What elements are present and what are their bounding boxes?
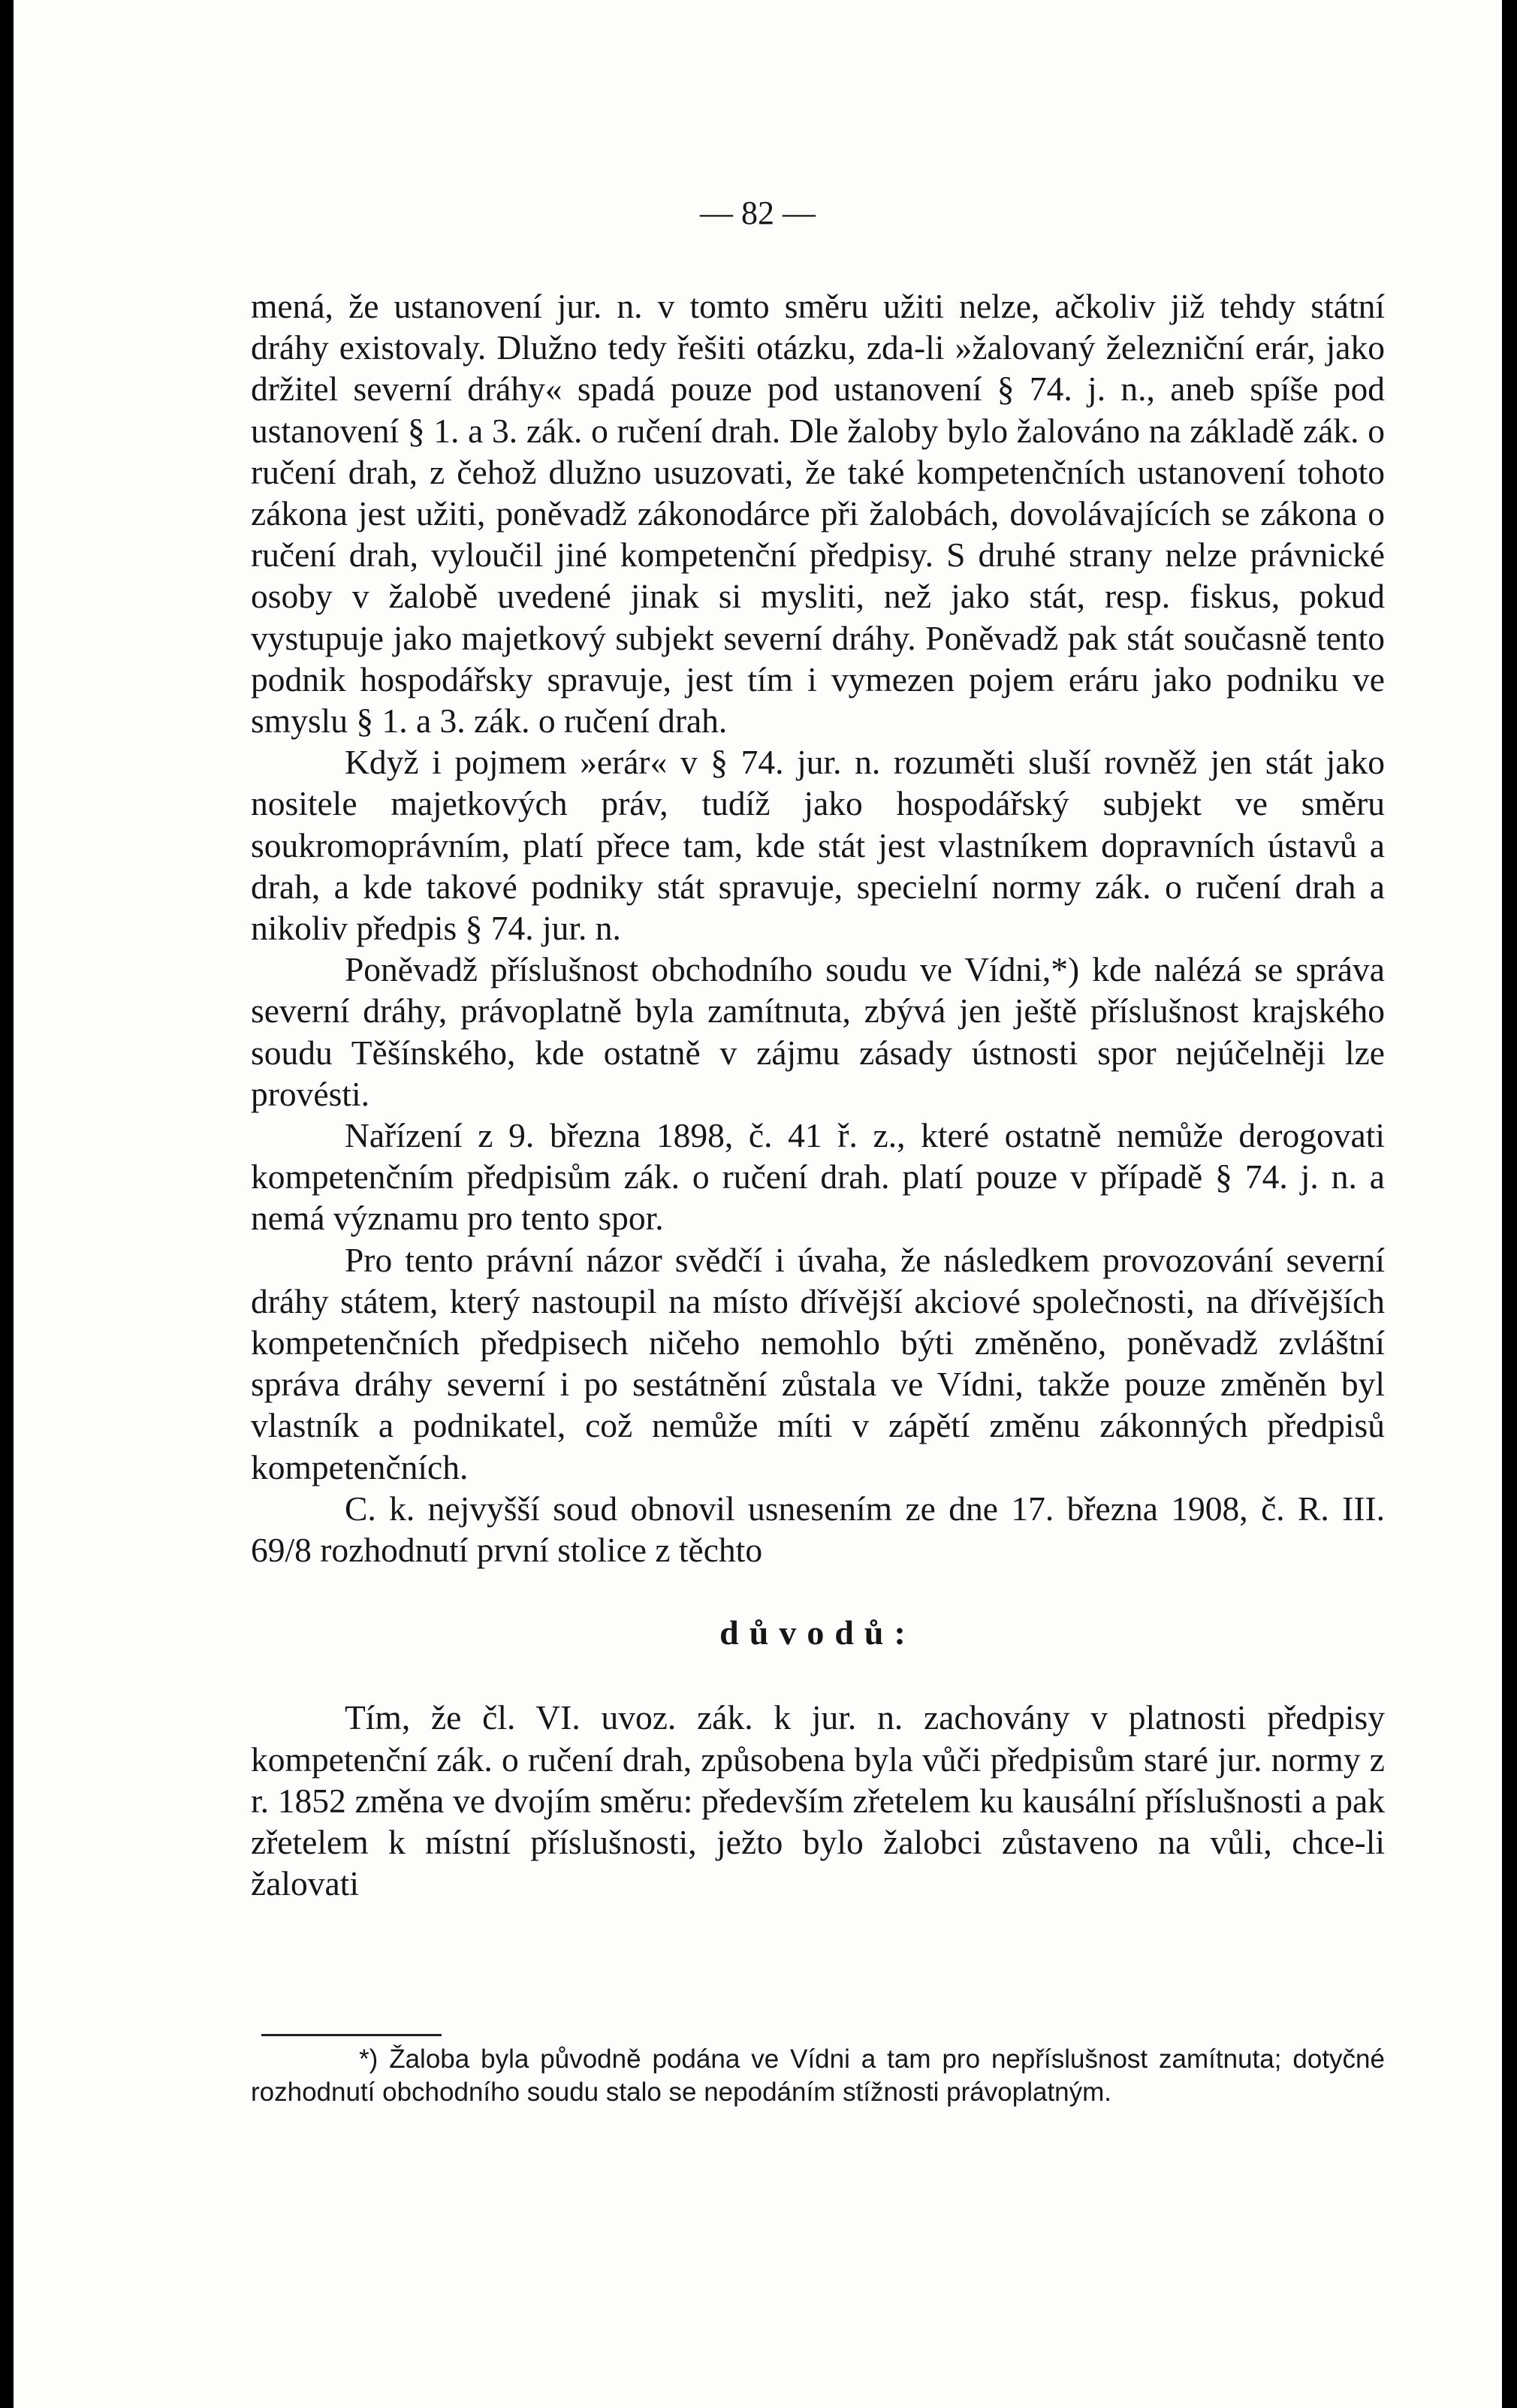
page-body: [251, 285, 1385, 1904]
paragraph-3: Poněvadž příslušnost obchodního soudu ve Vídni,*) kde nalézá se správa severní dráhy, právoplatně byla zamítnuta, zbývá jen ještě příslušnost krajského soudu Těšínského, kde ostatně v zájmu zásady ústnosti spor nejúčelněji lze provésti.: [251, 950, 1385, 1113]
page-number: — 82 —: [700, 195, 816, 231]
paragraph-2: Když i pojmem »erár« v § 74. jur. n. rozuměti sluší rovněž jen stát jako nositele majetkových práv, tudíž jako hospodářský subjekt ve směru soukromoprávním, platí přece tam, kde stát jest vlastníkem dopravních ústavů a drah, a kde takové podniky stát spravuje, specielní normy zák. o ručení drah a nikoliv předpis § 74. jur. n.: [251, 743, 1385, 948]
footnote-text: *) Žaloba byla původně podána ve Vídni a tam pro nepříslušnost zamítnuta; dotyčné rozhodnutí obchodního soudu stalo se nepodáním stížnosti právoplatným.: [251, 2044, 1385, 2107]
footnote-divider: [261, 2034, 442, 2036]
book-page: [14, 0, 1502, 2408]
section-heading: důvodů:: [719, 1613, 916, 1652]
paragraph-6: C. k. nejvyšší soud obnovil usnesením ze dne 17. března 1908, č. R. III. 69/8 rozhodnutí první stolice z těchto: [251, 1489, 1385, 1570]
paragraph-1: mená, že ustanovení jur. n. v tomto směru užiti nelze, ačkoliv již tehdy státní dráhy existovaly. Dlužno tedy řešiti otázku, zda-li »žalovaný železniční erár, jako držitel severní dráhy« spadá pouze pod ustanovení § 74. j. n., aneb spíše pod ustanovení § 1. a 3. zák. o ručení drah. Dle žaloby bylo žalováno na základě zák. o ručení drah, z čehož dlužno usuzovati, že také kompetenčních ustanovení tohoto zákona jest užiti, poněvadž zákonodárce při žalobách, dovolávajících se zákona o ručení drah, vyloučil jiné kompetenční předpisy. S druhé strany nelze právnické osoby v žalobě uvedené jinak si mysliti, než jako stát, resp. fiskus, pokud vystupuje jako majetkový subjekt severní dráhy. Poněvadž pak stát současně tento podnik hospodářsky spravuje, jest tím i vymezen pojem eráru jako podniku ve smyslu § 1. a 3. zák. o ručení drah.: [251, 287, 1385, 741]
footnote: [251, 2043, 1385, 2109]
paragraph-4: Nařízení z 9. března 1898, č. 41 ř. z., které ostatně nemůže derogovati kompetenčním předpisům zák. o ručení drah. platí pouze v případě § 74. j. n. a nemá významu pro tento spor.: [251, 1116, 1385, 1238]
paragraph-7: Tím, že čl. VI. uvoz. zák. k jur. n. zachovány v platnosti předpisy kompetenční zák. o ručení drah, způsobena byla vůči předpisům staré jur. normy z r. 1852 změna ve dvojím směru: především zřetelem ku kausální příslušnosti a pak zřetelem k místní příslušnosti, ježto bylo žalobci zůstaveno na vůli, chce-li žalovati: [251, 1698, 1385, 1903]
paragraph-5: Pro tento právní názor svědčí i úvaha, že následkem provozování severní dráhy státem, který nastoupil na místo dřívější akciové společnosti, na dřívějších kompetenčních předpisech ničeho nemohlo býti změněno, poněvadž zvláštní správa dráhy severní i po sestátnění zůstala ve Vídni, takže pouze změněn byl vlastník a podnikatel, což nemůže míti v zápětí změnu zákonných předpisů kompetenčních.: [251, 1240, 1385, 1486]
